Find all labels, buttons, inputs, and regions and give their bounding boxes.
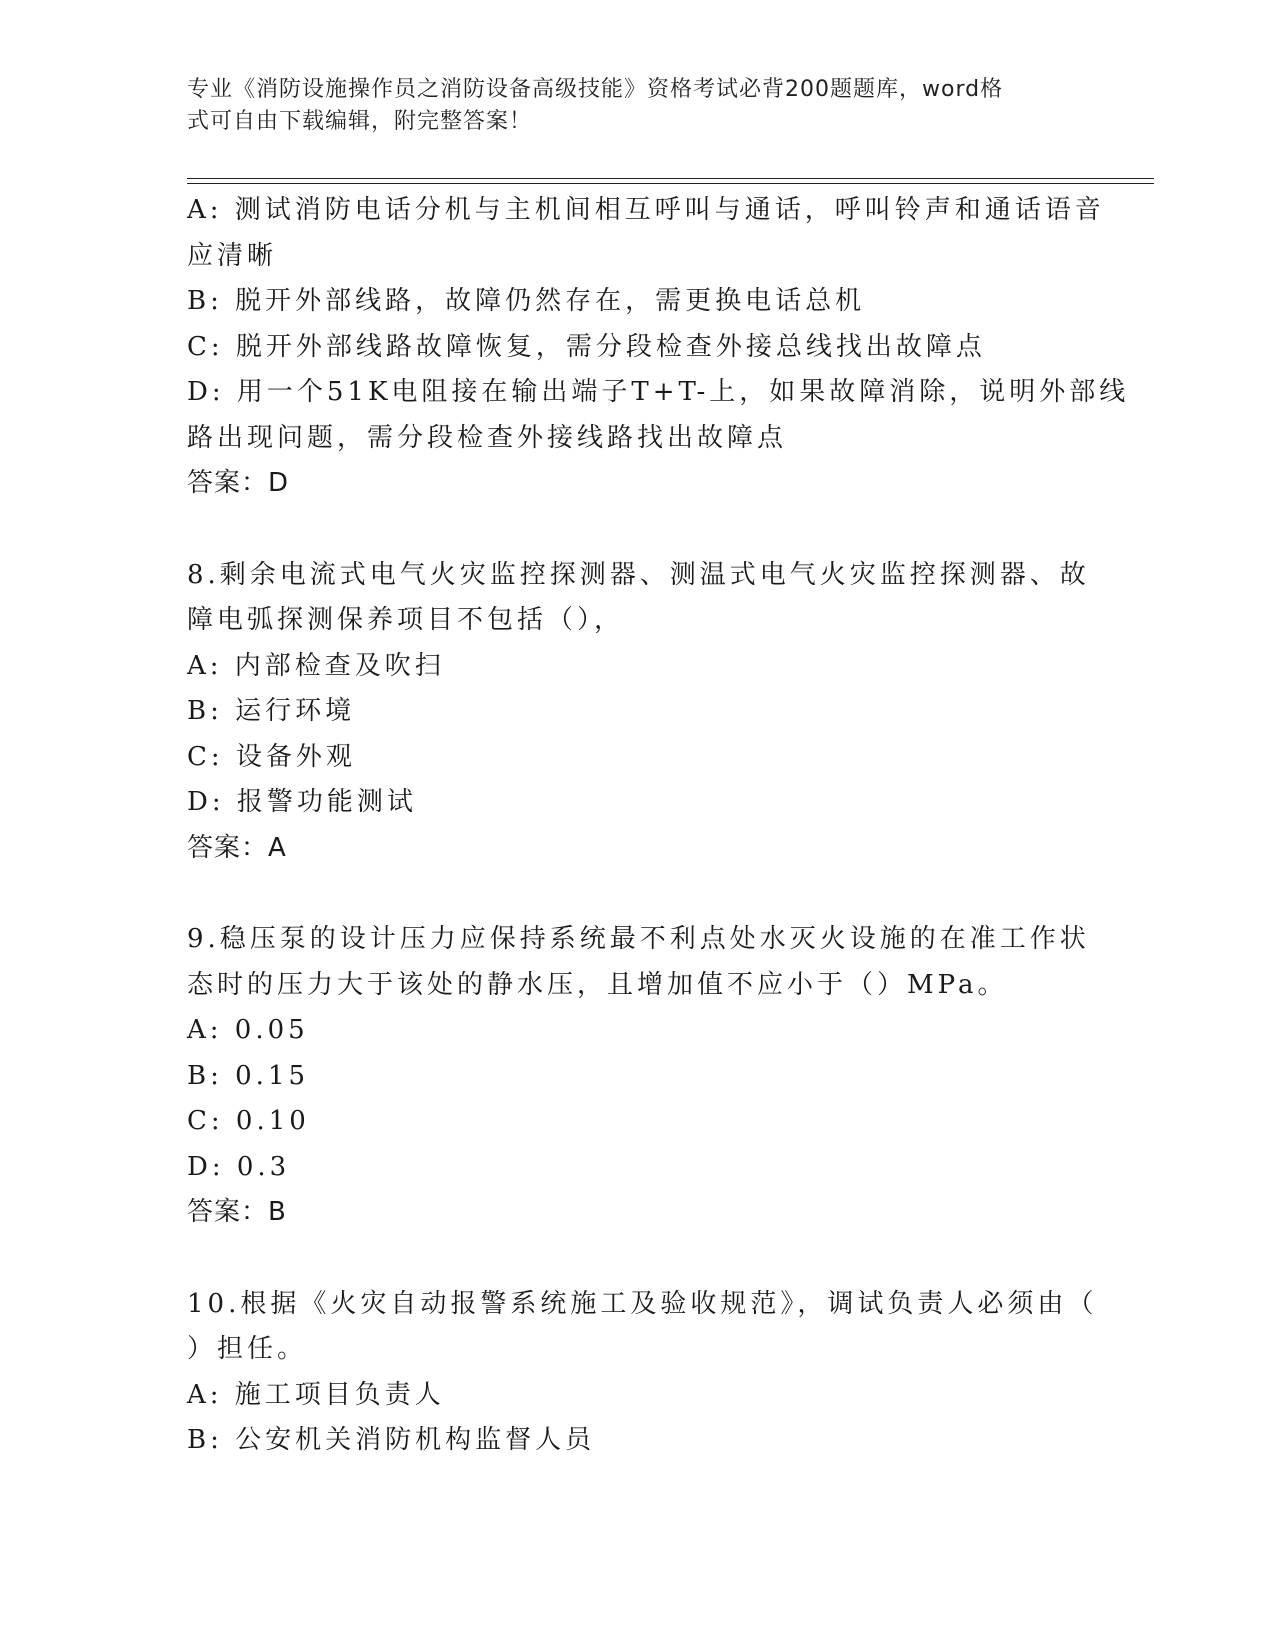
option-d-line-1: D: 用一个51K电阻接在输出端子T+T-上，如果故障消除，说明外部线 [187,377,1130,407]
option-b: B: 脱开外部线路，故障仍然存在，需更换电话总机 [187,286,866,316]
question-8-stem-line-1: 8.剩余电流式电气火灾监控探测器、测温式电气火灾监控探测器、故 [187,559,1090,590]
option-a: A: 0.05 [187,1015,309,1045]
option-d: D: 0.3 [187,1151,291,1182]
answer-7: 答案：D [187,468,290,498]
document-header [187,74,1067,138]
answer-9: 答案：B [187,1197,287,1227]
option-c: C: 脱开外部线路故障恢复，需分段检查外接总线找出故障点 [187,331,986,362]
question-10 [187,1282,1098,1464]
option-b: B: 0.15 [187,1060,310,1091]
question-8-stem-line-2: 障电弧探测保养项目不包括（）， [187,605,625,635]
question-10-stem-line-1: 10.根据《火灾自动报警系统施工及验收规范》，调试负责人必须由（ [187,1288,1098,1319]
header-divider-bottom [187,183,1154,184]
option-d: D: 报警功能测试 [187,787,417,817]
question-9-stem-line-1: 9.稳压泵的设计压力应保持系统最不利点处水灭火设施的在准工作状 [187,924,1090,954]
option-b: B: 运行环境 [187,696,356,726]
option-d-line-2: 路出现问题，需分段检查外接线路找出故障点 [187,422,788,453]
option-a-line-2: 应清晰 [187,240,278,271]
header-title-line-2: 式可自由下载编辑，附完整答案！ [187,109,533,134]
header-divider-top [187,178,1154,179]
option-b: B: 公安机关消防机构监督人员 [187,1425,596,1455]
header-title-line-1: 专业《消防设施操作员之消防设备高级技能》资格考试必背200题题库，word格 [187,77,1004,102]
option-c: C: 0.10 [187,1106,310,1136]
option-a: A: 内部检查及吹扫 [187,650,445,681]
option-a: A: 施工项目负责人 [187,1379,445,1410]
question-7 [187,188,1130,507]
question-9 [187,917,1090,1236]
question-spacer [187,507,1087,553]
question-9-stem-line-2: 态时的压力大于该处的静水压，且增加值不应小于（）MPa。 [187,969,1008,1000]
answer-8: 答案：A [187,832,287,863]
question-list [187,188,1130,1464]
question-10-stem-line-2: ）担任。 [187,1334,308,1364]
option-a-line-1: A: 测试消防电话分机与主机间相互呼叫与通话，呼叫铃声和通话语音 [187,195,1105,225]
question-8 [187,553,1090,872]
option-c: C: 设备外观 [187,741,356,772]
question-spacer [187,1236,1087,1282]
question-spacer [187,871,1087,917]
